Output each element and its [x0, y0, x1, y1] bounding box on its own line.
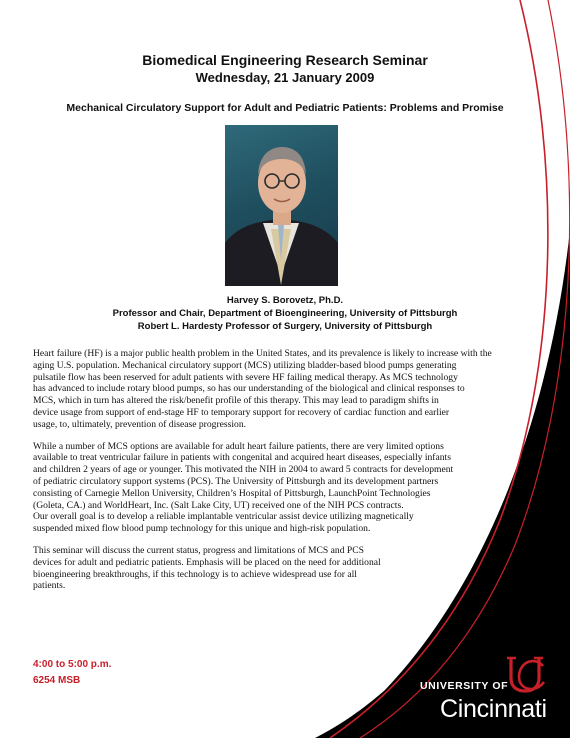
uc-monogram-icon: [503, 654, 551, 694]
abstract-line: aging U.S. population. Mechanical circulatory support (MCS) utilizing bladder-based blood pumps generating: [33, 359, 457, 371]
speaker-info: [0, 294, 570, 333]
abstract-line: Our overall goal is to develop a reliable implantable ventricular assist device utilizing magnetically: [33, 511, 414, 523]
abstract-line: and children 2 years of age or younger. This motivated the NIH in 2004 to award 5 contracts for development: [33, 464, 454, 476]
abstract-paragraph-1: [33, 348, 543, 431]
speaker-title-1: Professor and Chair, Department of Bioengineering, University of Pittsburgh: [112, 308, 458, 319]
talk-title: Mechanical Circulatory Support for Adult and Pediatric Patients: Problems and Promise: [66, 102, 504, 114]
abstract-line: consisting of Carnegie Mellon University, Children’s Hospital of Pittsburgh, LaunchPoint Technologies: [33, 487, 431, 499]
abstract-line: suspended mixed flow blood pump technology for this unique and high-risk population.: [33, 523, 371, 535]
abstract-line: available to treat ventricular failure in patients with congenital and acquired heart diseases, especially infants: [33, 452, 451, 464]
logo-university-of: UNIVERSITY OF: [420, 680, 509, 692]
seminar-series-title: Biomedical Engineering Research Seminar: [142, 52, 428, 68]
abstract-line: of pediatric circulatory support systems (PCS). The University of Pittsburgh and its development partners: [33, 475, 439, 487]
seminar-header: [0, 52, 570, 86]
abstract-line: patients.: [33, 580, 66, 592]
event-location: 6254 MSB: [33, 675, 81, 686]
event-logistics: [33, 657, 111, 689]
logo-cincinnati: Cincinnati: [440, 695, 547, 723]
abstract-line: usage, to, ultimately, prevention of disease progression.: [33, 418, 247, 430]
abstract-paragraph-2: [33, 441, 543, 535]
speaker-name: Harvey S. Borovetz, Ph.D.: [226, 295, 344, 306]
speaker-title-2: Robert L. Hardesty Professor of Surgery, University of Pittsburgh: [137, 321, 433, 332]
abstract-line: bioengineering breakthroughs, if this technology is to achieve widespread use for all: [33, 568, 357, 580]
abstract-line: devices for adult and pediatric patients. Emphasis will be placed on the need for additional: [33, 556, 381, 568]
abstract: [33, 348, 543, 602]
abstract-paragraph-3: [33, 545, 543, 592]
speaker-portrait-icon: [225, 125, 338, 286]
seminar-date: Wednesday, 21 January 2009: [195, 70, 375, 85]
abstract-line: Heart failure (HF) is a major public health problem in the United States, and its prevalence is likely to increase with the: [33, 348, 492, 359]
abstract-line: pulsatile flow has been reserved for adult patients with severe HF failing medical therapy. As MCS technology: [33, 371, 458, 383]
abstract-line: This seminar will discuss the current status, progress and limitations of MCS and PCS: [33, 544, 364, 556]
abstract-line: (Goleta, CA.) and WorldHeart, Inc. (Salt Lake City, UT) received one of the NIH PCS contracts.: [33, 499, 404, 511]
abstract-line: MCS, which in turn has altered the risk/benefit profile of this therapy. This may lead to paradigm shifts in: [33, 395, 439, 407]
abstract-line: device usage from support of end-stage HF to temporary support for recovery of cardiac function and earlier: [33, 406, 450, 418]
university-logo: [420, 654, 565, 730]
event-time: 4:00 to 5:00 p.m.: [33, 659, 112, 670]
abstract-line: has advanced to include rotary blood pumps, so has our understanding of the biological and clinical responses to: [33, 383, 465, 395]
speaker-photo: [225, 125, 338, 286]
abstract-line: While a number of MCS options are available for adult heart failure patients, there are very limited options: [33, 440, 444, 452]
